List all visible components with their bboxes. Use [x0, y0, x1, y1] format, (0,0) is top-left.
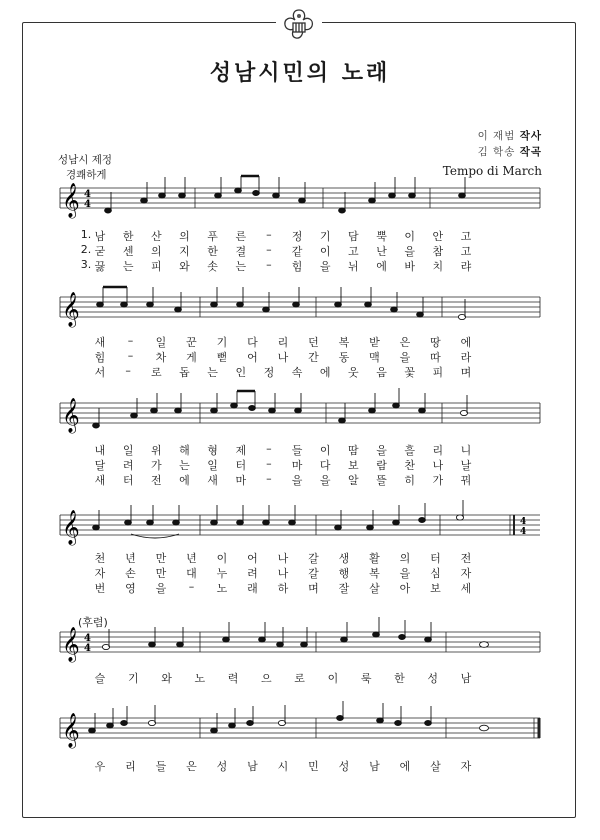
composer-name: 김 학송	[477, 146, 516, 158]
lyric-syllable: 들	[291, 444, 303, 457]
lyric-syllable: 한	[394, 672, 405, 685]
lyric-syllable: 보	[430, 582, 441, 595]
lyricist-role: 작사	[519, 130, 542, 142]
lyric-syllable: 던	[308, 336, 319, 349]
lyric-syllable: 해	[179, 444, 190, 457]
lyric-line	[0, 349, 600, 363]
lyric-syllable: 성	[427, 672, 439, 685]
lyric-syllable: 은	[399, 336, 411, 349]
svg-text:4: 4	[520, 527, 527, 537]
lyric-syllable: 한	[122, 230, 134, 243]
lyric-syllable: 힘	[291, 260, 303, 273]
lyric-syllable: 려	[247, 567, 258, 580]
lyric-syllable: 천	[94, 552, 106, 565]
lyric-syllable: 으	[261, 672, 272, 685]
lyric-syllable: 성	[216, 760, 228, 773]
lyric-syllable: 을	[155, 582, 167, 595]
lyric-syllable: 제	[235, 444, 247, 457]
lyric-syllable: 다	[247, 336, 258, 349]
lyric-syllable: 찬	[404, 459, 416, 472]
lyric-syllable: 살	[369, 582, 380, 595]
lyric-line	[0, 442, 600, 456]
lyric-syllable: 뿍	[376, 230, 387, 243]
lyric-syllable: 갈	[308, 552, 319, 565]
lyric-syllable: 지	[179, 245, 190, 258]
lyric-syllable: 참	[432, 245, 444, 258]
lyric-syllable: 람	[376, 459, 387, 472]
lyric-syllable: 게	[186, 351, 197, 364]
lyric-syllable: 위	[150, 444, 162, 457]
lyric-syllable: 이	[404, 230, 416, 243]
lyric-syllable: 웃	[348, 366, 359, 379]
lyric-syllable: 을	[376, 444, 387, 457]
lyric-syllable: 세	[460, 582, 472, 595]
lyric-syllable: 다	[319, 459, 331, 472]
lyric-syllable: –	[266, 457, 272, 470]
lyric-syllable: 하	[277, 582, 289, 595]
svg-text:𝄞: 𝄞	[62, 510, 80, 545]
lyric-syllable: 나	[277, 351, 289, 364]
lyric-syllable: 전	[460, 552, 472, 565]
svg-text:4: 4	[84, 189, 91, 200]
lyric-syllable: 노	[194, 672, 206, 685]
lyric-syllable: 의	[150, 245, 162, 258]
lyric-syllable: 살	[430, 760, 441, 773]
svg-text:4: 4	[84, 643, 91, 654]
expression-marking: 경쾌하게	[66, 169, 107, 181]
treble-clef-icon: 𝄞	[62, 183, 80, 218]
svg-text:4: 4	[520, 517, 527, 527]
lyric-syllable: 나	[432, 459, 444, 472]
lyric-syllable: 따	[430, 351, 441, 364]
lyric-syllable: 을	[291, 474, 303, 487]
lyric-syllable: 어	[247, 552, 258, 565]
lyric-syllable: 번	[94, 582, 106, 595]
lyric-syllable: 시	[277, 760, 289, 773]
lyric-syllable: 땀	[348, 444, 359, 457]
lyric-syllable: –	[266, 228, 272, 241]
lyric-line	[0, 243, 600, 257]
lyric-syllable: 려	[122, 459, 134, 472]
lyric-syllable: 남	[460, 672, 472, 685]
lyric-syllable: 일	[207, 459, 218, 472]
lyric-syllable: 정	[291, 230, 303, 243]
lyric-syllable: 받	[369, 336, 380, 349]
lyric-syllable: 기	[319, 230, 331, 243]
lyric-syllable: 로	[294, 672, 305, 685]
lyric-syllable: 정	[263, 366, 275, 379]
lyric-syllable: 난	[376, 245, 387, 258]
lyric-syllable: 와	[161, 672, 172, 685]
lyric-syllable: 고	[460, 245, 472, 258]
lyric-syllable: 속	[291, 366, 303, 379]
lyric-syllable: 기	[127, 672, 139, 685]
lyric-syllable: 이	[319, 245, 331, 258]
lyric-syllable: 들	[155, 760, 167, 773]
lyric-syllable: 일	[122, 444, 134, 457]
lyric-syllable: 의	[399, 552, 411, 565]
lyric-syllable: 땅	[430, 336, 441, 349]
lyric-syllable: 만	[155, 552, 167, 565]
lyric-syllable: 센	[122, 245, 134, 258]
lyric-syllable: 에	[376, 260, 387, 273]
verse-number: 1.	[80, 228, 92, 241]
lyric-line	[0, 457, 600, 471]
lyric-syllable: 흘	[404, 444, 416, 457]
lyric-syllable: 남	[369, 760, 380, 773]
lyric-syllable: 남	[247, 760, 258, 773]
song-title: 성남시민의 노래	[209, 61, 391, 86]
lyric-syllable: 력	[227, 672, 239, 685]
lyric-syllable: 힘	[94, 351, 106, 364]
lyric-syllable: 보	[348, 459, 359, 472]
lyric-syllable: 맥	[369, 351, 380, 364]
svg-text:𝄞: 𝄞	[62, 627, 80, 662]
lyric-syllable: 자	[460, 567, 472, 580]
lyric-syllable: 만	[155, 567, 167, 580]
lyric-syllable: 른	[235, 230, 247, 243]
lyric-syllable: 기	[216, 336, 228, 349]
composer-role: 작곡	[519, 146, 542, 158]
lyric-syllable: 대	[186, 567, 197, 580]
lyric-syllable: 자	[94, 567, 106, 580]
lyric-line	[0, 472, 600, 486]
lyric-line	[0, 565, 600, 579]
lyric-syllable: 가	[150, 459, 162, 472]
lyric-syllable: 끓	[94, 260, 106, 273]
lyric-syllable: 간	[308, 351, 319, 364]
lyric-syllable: 을	[399, 567, 411, 580]
lyric-syllable: 음	[376, 366, 387, 379]
lyric-syllable: 인	[235, 366, 247, 379]
lyric-syllable: 에	[399, 760, 411, 773]
lyric-syllable: 뜰	[376, 474, 387, 487]
lyric-syllable: 랴	[460, 260, 472, 273]
lyric-syllable: 가	[432, 474, 444, 487]
lyric-syllable: 알	[348, 474, 359, 487]
lyric-syllable: 성	[338, 760, 350, 773]
lyric-syllable: 차	[155, 351, 167, 364]
lyric-syllable: 니	[460, 444, 472, 457]
lyric-syllable: 며	[460, 366, 472, 379]
lyric-syllable: 고	[348, 245, 359, 258]
lyric-syllable: 내	[94, 444, 106, 457]
lyric-syllable: 는	[235, 260, 247, 273]
lyric-syllable: 전	[150, 474, 162, 487]
lyric-line	[0, 228, 600, 242]
lyric-syllable: 을	[319, 474, 331, 487]
lyric-syllable: 꿔	[460, 474, 472, 487]
lyric-syllable: 달	[94, 459, 106, 472]
lyric-syllable: 에	[179, 474, 190, 487]
svg-text:𝄞: 𝄞	[62, 292, 80, 327]
lyric-syllable: 동	[338, 351, 350, 364]
lyric-syllable: 일	[155, 336, 167, 349]
lyric-syllable: 는	[122, 260, 134, 273]
lyric-syllable: 한	[207, 245, 218, 258]
lyric-syllable: –	[266, 243, 272, 256]
lyric-syllable: 의	[179, 230, 190, 243]
lyric-syllable: 복	[369, 567, 380, 580]
lyric-syllable: 뻗	[216, 351, 228, 364]
lyric-syllable: 에	[460, 336, 472, 349]
lyric-syllable: 뉘	[348, 260, 359, 273]
lyric-syllable: 손	[125, 567, 136, 580]
lyric-syllable: 나	[277, 552, 289, 565]
lyric-syllable: 마	[235, 474, 247, 487]
lyric-syllable: 돕	[179, 366, 190, 379]
lyric-syllable: 아	[399, 582, 411, 595]
lyric-syllable: 며	[308, 582, 319, 595]
lyric-line	[0, 258, 600, 272]
lyric-syllable: 리	[432, 444, 444, 457]
lyric-syllable: 꽃	[404, 366, 416, 379]
lyric-syllable: 우	[94, 760, 106, 773]
lyric-line	[0, 550, 600, 564]
lyric-syllable: –	[266, 258, 272, 271]
lyric-syllable: 갈	[308, 567, 319, 580]
lyric-syllable: 생	[338, 552, 350, 565]
lyric-syllable: –	[188, 580, 195, 593]
lyric-syllable: 새	[94, 336, 106, 349]
lyric-syllable: 어	[247, 351, 258, 364]
lyric-syllable: 잘	[338, 582, 350, 595]
lyric-syllable: 이	[327, 672, 339, 685]
lyric-syllable: –	[125, 364, 131, 377]
lyric-syllable: 을	[404, 245, 416, 258]
lyric-syllable: 같	[291, 245, 303, 258]
lyric-syllable: 바	[404, 260, 416, 273]
lyric-syllable: 행	[338, 567, 350, 580]
lyric-line	[0, 670, 600, 684]
lyric-syllable: 날	[460, 459, 472, 472]
lyric-syllable: 남	[94, 230, 106, 243]
tempo-marking: Tempo di March	[442, 164, 542, 178]
lyric-syllable: 리	[277, 336, 289, 349]
lyric-syllable: 히	[404, 474, 416, 487]
lyric-syllable: 담	[348, 230, 359, 243]
lyric-syllable: 나	[277, 567, 289, 580]
svg-text:𝄞: 𝄞	[62, 398, 80, 433]
lyric-syllable: 심	[430, 567, 441, 580]
lyric-syllable: 누	[216, 567, 228, 580]
lyric-syllable: 푸	[207, 230, 218, 243]
lyric-syllable: 피	[432, 366, 444, 379]
lyric-syllable: 리	[125, 760, 136, 773]
lyric-syllable: 슬	[94, 672, 106, 685]
lyric-syllable: 자	[460, 760, 472, 773]
lyric-syllable: 산	[150, 230, 162, 243]
lyric-syllable: –	[127, 334, 134, 347]
designation-label: 성남시 제정	[58, 154, 113, 166]
svg-text:4: 4	[84, 199, 91, 210]
lyric-syllable: 마	[291, 459, 303, 472]
lyric-syllable: 노	[216, 582, 228, 595]
lyric-syllable: –	[266, 472, 272, 485]
lyric-syllable: 을	[319, 260, 331, 273]
lyric-syllable: 새	[94, 474, 106, 487]
lyric-syllable: 꾼	[186, 336, 197, 349]
refrain-label: (후렴)	[78, 616, 108, 629]
lyric-syllable: 년	[186, 552, 197, 565]
lyric-syllable: 는	[179, 459, 190, 472]
lyric-syllable: 솟	[207, 260, 218, 273]
verse-number: 3.	[80, 258, 92, 271]
lyric-syllable: 형	[207, 444, 218, 457]
lyric-line	[0, 580, 600, 594]
lyric-syllable: 이	[319, 444, 331, 457]
lyric-syllable: 라	[460, 351, 472, 364]
lyric-syllable: 영	[125, 582, 136, 595]
lyric-syllable: 년	[125, 552, 136, 565]
lyric-line	[0, 364, 600, 378]
svg-text:𝄞: 𝄞	[62, 713, 80, 748]
lyric-syllable: 치	[432, 260, 444, 273]
lyric-syllable: 서	[94, 366, 106, 379]
lyric-syllable: 룩	[360, 672, 372, 685]
lyric-syllable: 새	[207, 474, 218, 487]
lyric-syllable: 터	[122, 474, 134, 487]
lyric-syllable: –	[266, 442, 272, 455]
lyricist-name: 이 재범	[477, 130, 516, 142]
lyric-syllable: 에	[319, 366, 331, 379]
lyric-syllable: 피	[150, 260, 162, 273]
lyric-syllable: 이	[216, 552, 228, 565]
lyric-line	[0, 758, 600, 772]
lyric-syllable: 굳	[94, 245, 106, 258]
lyric-syllable: 안	[432, 230, 444, 243]
lyric-syllable: 터	[430, 552, 441, 565]
lyric-syllable: 는	[207, 366, 218, 379]
lyric-syllable: 을	[399, 351, 411, 364]
lyric-syllable: 고	[460, 230, 472, 243]
lyric-syllable: 로	[150, 366, 162, 379]
lyric-syllable: 은	[186, 760, 197, 773]
lyric-syllable: 와	[179, 260, 190, 273]
lyric-syllable: 터	[235, 459, 247, 472]
lyric-syllable: 활	[369, 552, 380, 565]
lyric-syllable: 래	[247, 582, 258, 595]
verse-number: 2.	[80, 243, 92, 256]
lyric-syllable: 민	[308, 760, 319, 773]
lyric-syllable: –	[127, 349, 134, 362]
lyric-line	[0, 334, 600, 348]
svg-text:4: 4	[84, 633, 91, 644]
lyric-syllable: 복	[338, 336, 350, 349]
lyric-syllable: 결	[235, 245, 247, 258]
